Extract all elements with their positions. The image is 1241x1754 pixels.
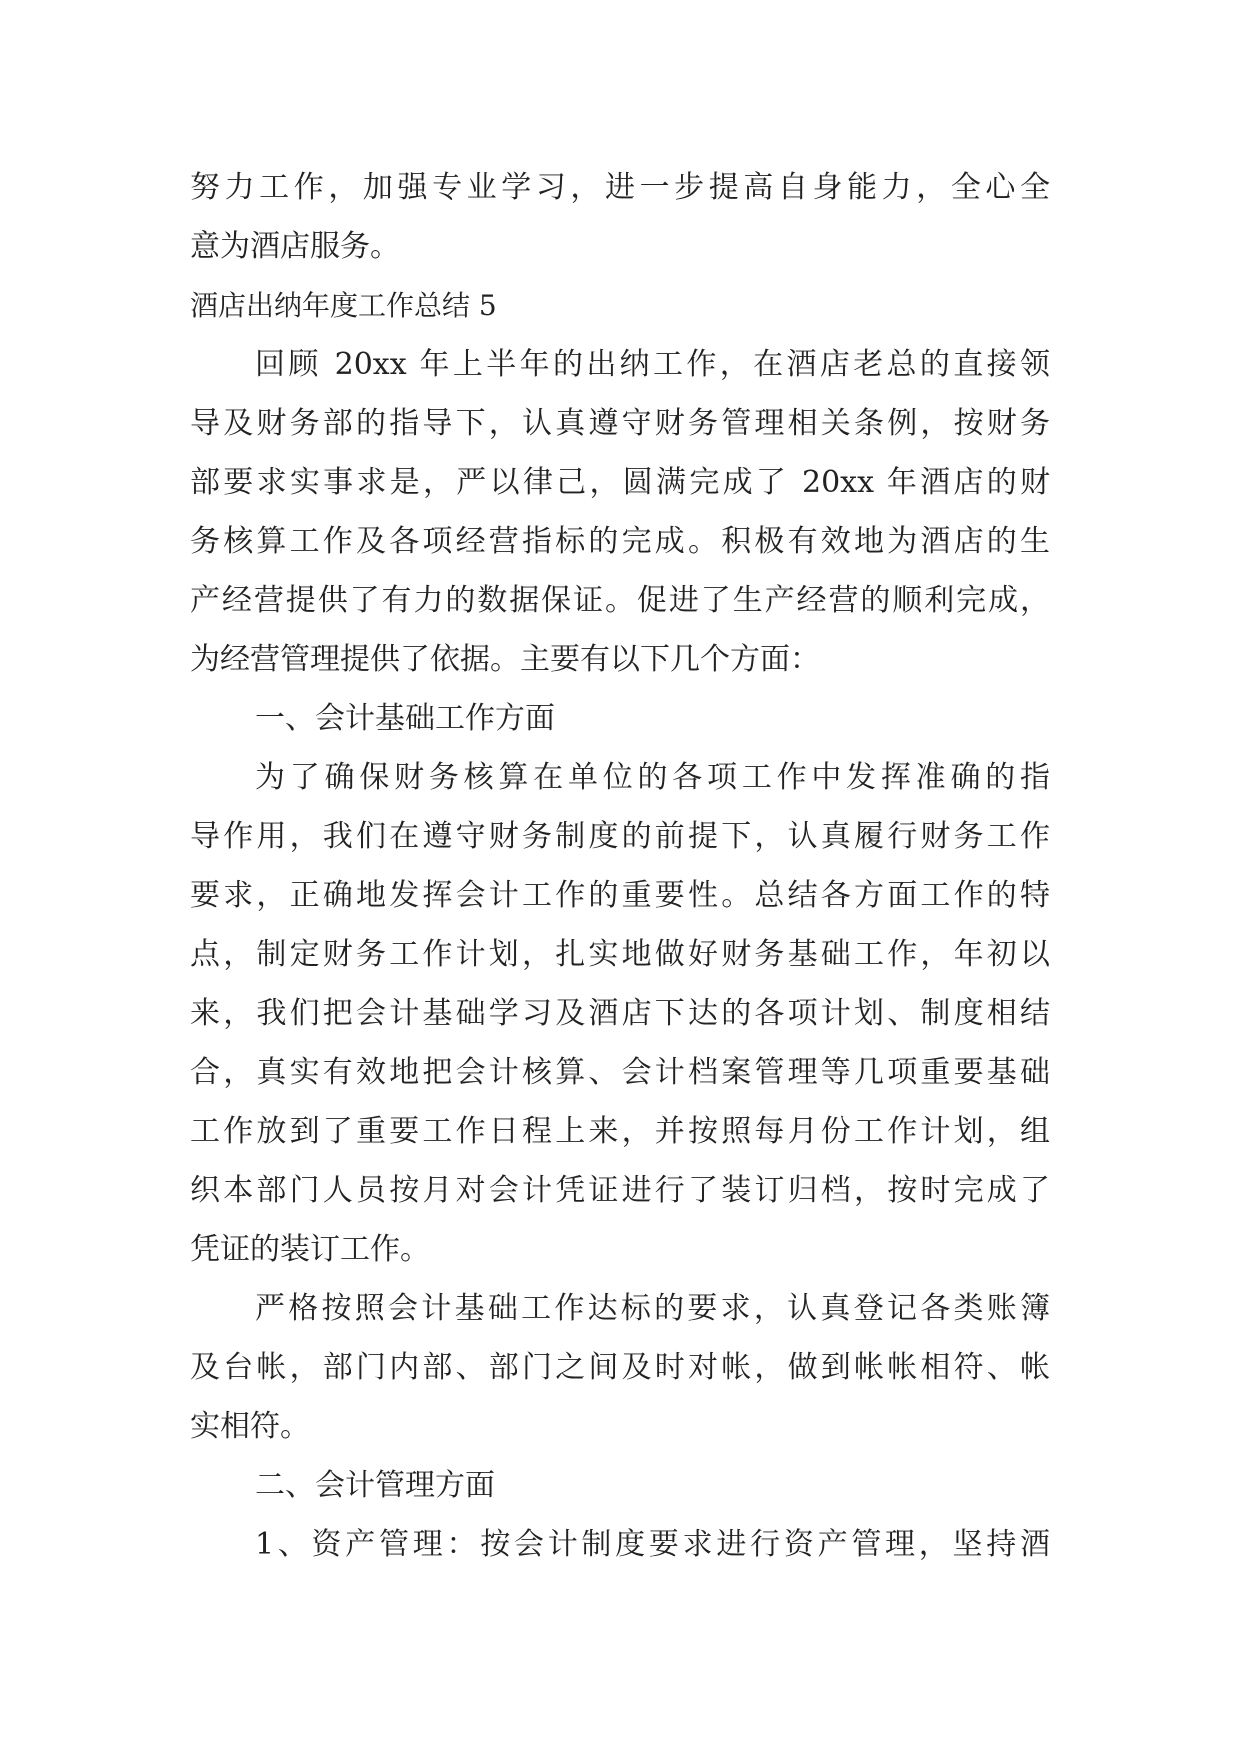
text-line: 意为酒店服务。 [190,229,400,264]
text-line: 努力工作，加强专业学习，进一步提高自身能力，全心全 [190,170,1050,205]
text-line: 部要求实事求是，严以律己，圆满完成了 20xx 年酒店的财 [190,465,1050,500]
text-line: 产经营提供了有力的数据保证。促进了生产经营的顺利完成， [190,583,1050,618]
text-line: 要求，正确地发挥会计工作的重要性。总结各方面工作的特 [190,878,1050,913]
text-line: 务核算工作及各项经营指标的完成。积极有效地为酒店的生 [190,524,1050,559]
text-line: 为经营管理提供了依据。主要有以下几个方面： [190,642,820,677]
text-line: 二、会计管理方面 [255,1468,495,1503]
text-line: 一、会计基础工作方面 [255,701,555,736]
text-line: 为了确保财务核算在单位的各项工作中发挥准确的指 [255,760,1050,795]
text-line: 1、资产管理：按会计制度要求进行资产管理，坚持酒 [255,1527,1050,1562]
document-body [190,158,1050,1574]
text-line: 点，制定财务工作计划，扎实地做好财务基础工作，年初以 [190,937,1050,972]
text-line: 及台帐，部门内部、部门之间及时对帐，做到帐帐相符、帐 [190,1350,1050,1385]
text-line: 导作用，我们在遵守财务制度的前提下，认真履行财务工作 [190,819,1050,854]
text-line: 回顾 20xx 年上半年的出纳工作，在酒店老总的直接领 [255,347,1050,382]
text-line: 实相符。 [190,1409,310,1444]
text-line: 来，我们把会计基础学习及酒店下达的各项计划、制度相结 [190,996,1050,1031]
text-line: 导及财务部的指导下，认真遵守财务管理相关条例，按财务 [190,406,1050,441]
text-line: 合，真实有效地把会计核算、会计档案管理等几项重要基础 [190,1055,1050,1090]
text-line: 工作放到了重要工作日程上来，并按照每月份工作计划，组 [190,1114,1050,1149]
text-line: 严格按照会计基础工作达标的要求，认真登记各类账簿 [255,1291,1050,1326]
text-line: 凭证的装订工作。 [190,1232,430,1267]
section-title: 酒店出纳年度工作总结 5 [190,289,497,322]
text-line: 织本部门人员按月对会计凭证进行了装订归档，按时完成了 [190,1173,1050,1208]
